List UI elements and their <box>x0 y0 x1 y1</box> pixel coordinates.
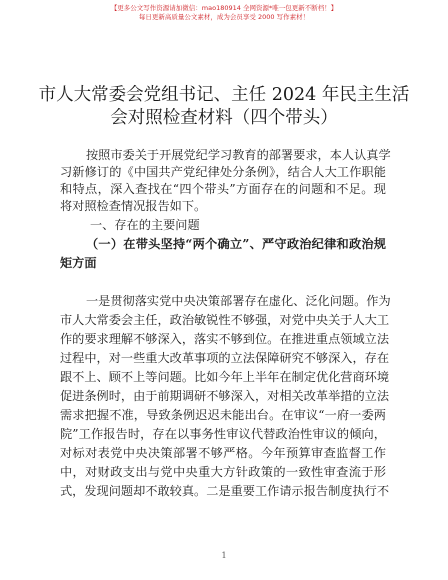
body-line-5: 跟不上、顾不上等问题。比如今年上半年在制定优化营商环境 <box>60 370 390 384</box>
document-title-line-1: 市人大常委会党组书记、主任 2024 年民主生活 <box>38 85 410 105</box>
subsection-heading-line-1: （一）在带头坚持“两个确立”、严守政治纪律和政治规 <box>86 237 386 251</box>
body-line-1: 一是贯彻落实党中央决策部署存在虚化、泛化问题。作为 <box>86 294 391 308</box>
page-number: 1 <box>221 551 227 560</box>
intro-line-1: 按照市委关于开展党纪学习教育的部署要求，本人认真学 <box>86 148 391 162</box>
subsection-heading-line-2: 矩方面 <box>60 256 97 270</box>
intro-line-2: 习新修订的《中国共产党纪律处分条例》，结合人大工作职能 <box>60 165 386 179</box>
body-line-11: 式，发现问题却不敢较真。二是重要工作请示报告制度执行不 <box>60 484 390 498</box>
intro-line-4: 将对照检查情况报告如下。 <box>60 199 207 213</box>
section-heading: 一、存在的主要问题 <box>90 218 200 232</box>
body-line-10: 中，对财政支出与党中央重大方针政策的一致性审查流于形 <box>60 465 386 479</box>
body-line-9: 对标对表党中央决策部署不够严格。今年预算审查监督工作 <box>60 446 386 460</box>
body-line-4: 过程中，对一些重大改革事项的立法保障研究不够深入，存在 <box>60 351 390 365</box>
intro-line-3: 和特点，深入查找在“四个带头”方面存在的问题和不足。现 <box>60 182 386 196</box>
header-banner <box>0 4 448 22</box>
body-line-6: 促进条例时，由于前期调研不够深入，对相关改革举措的立法 <box>60 389 390 403</box>
body-line-2: 市人大常委会主任，政治敏锐性不够强，对党中央关于人大工 <box>60 313 390 327</box>
banner-line-2: 每日更新高质量公文素材，成为会员享受 2000 写作素材！ <box>138 13 310 21</box>
body-line-7: 需求把握不准，导致条例迟迟未能出台。在审议“一府一委两 <box>60 408 386 422</box>
body-line-8: 院”工作报告时，存在以事务性审议代替政治性审议的倾向， <box>60 427 386 441</box>
banner-line-1: 【更多公文写作资源请加微信：mao180914 全网资源*唯一包更新不断档！】 <box>110 4 338 12</box>
body-line-3: 作的要求理解不够深入，落实不够到位。在推进重点领域立法 <box>60 332 390 346</box>
document-title-line-2: 会对照检查材料（四个带头） <box>110 108 338 128</box>
